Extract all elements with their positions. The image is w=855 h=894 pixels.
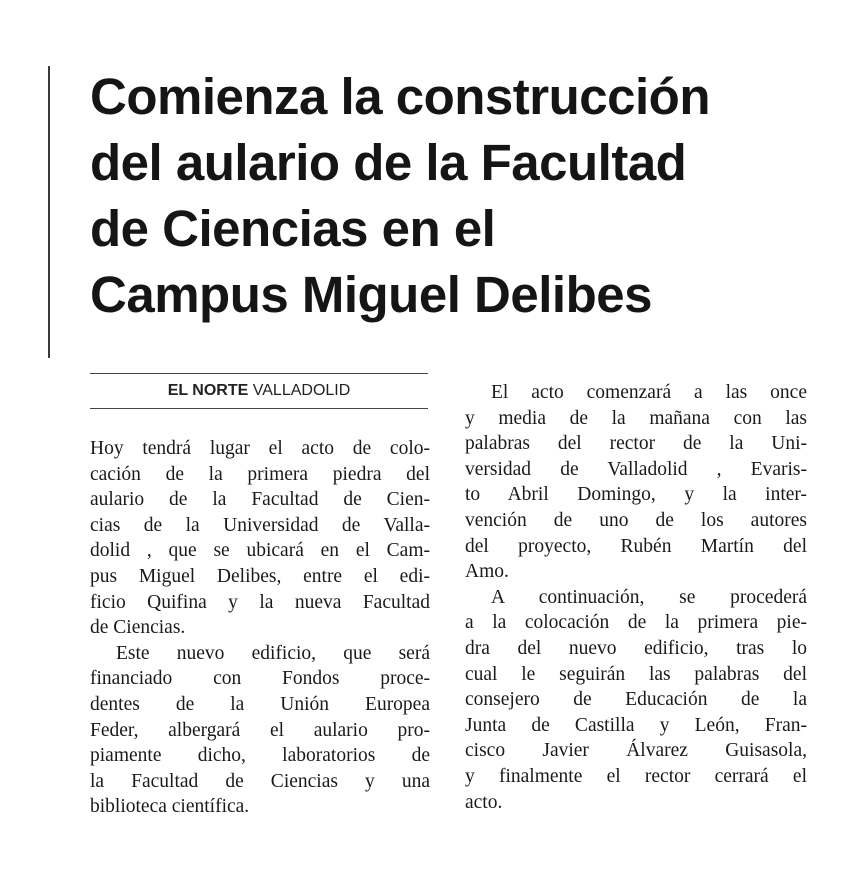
- text-line: Junta de Castilla y León, Fran-: [465, 714, 807, 736]
- headline: [90, 64, 830, 328]
- text-line: palabras del rector de la Uni-: [465, 433, 807, 455]
- text-line: Hoy tendrá lugar el acto de colo-: [90, 438, 430, 459]
- headline-line: Campus Miguel Delibes: [90, 266, 652, 323]
- byline-location: VALLADOLID: [252, 382, 351, 399]
- text-line: biblioteca científica.: [90, 796, 250, 818]
- text-line: dolid , que se ubicará en el Cam-: [90, 540, 430, 562]
- article-column-left: [90, 436, 430, 820]
- text-line: Amo.: [465, 561, 509, 583]
- text-line: a la colocación de la primera pie-: [465, 612, 807, 634]
- text-line: y finalmente el rector cerrará el: [465, 765, 807, 787]
- text-line: acto.: [465, 791, 503, 813]
- byline: [90, 373, 428, 409]
- text-line: vención de uno de los autores: [465, 509, 807, 531]
- headline-line: del aulario de la Facultad: [90, 134, 687, 191]
- text-line: consejero de Educación de la: [465, 689, 807, 711]
- text-line: cual le seguirán las palabras del: [465, 663, 807, 685]
- text-line: ficio Quifina y la nueva Facultad: [90, 591, 430, 613]
- text-line: y media de la mañana con las: [465, 407, 807, 429]
- text-line: la Facultad de Ciencias y una: [90, 770, 430, 792]
- text-line: pus Miguel Delibes, entre el edi-: [90, 565, 430, 587]
- text-line: Feder, albergará el aulario pro-: [90, 719, 430, 741]
- text-line: del proyecto, Rubén Martín del: [465, 535, 807, 557]
- text-line: El acto comenzará a las once: [491, 382, 807, 403]
- text-line: dra del nuevo edificio, tras lo: [465, 637, 807, 659]
- article-column-right: [465, 380, 807, 815]
- text-line: financiado con Fondos proce-: [90, 668, 430, 690]
- text-line: A continuación, se procederá: [491, 586, 807, 608]
- text-line: piamente dicho, laboratorios de: [90, 745, 430, 767]
- headline-line: de Ciencias en el: [90, 200, 496, 257]
- byline-publication: EL NORTE: [167, 382, 249, 399]
- text-line: cación de la primera piedra del: [90, 463, 430, 485]
- text-line: cias de la Universidad de Valla-: [90, 514, 430, 536]
- headline-line: Comienza la construcción: [90, 68, 710, 125]
- text-line: Este nuevo edificio, que será: [116, 642, 430, 664]
- text-line: de Ciencias.: [90, 617, 186, 639]
- text-line: aulario de la Facultad de Cien-: [90, 489, 430, 511]
- margin-rule: [48, 66, 50, 358]
- text-line: dentes de la Unión Europea: [90, 693, 430, 715]
- text-line: to Abril Domingo, y la inter-: [465, 484, 807, 506]
- text-line: cisco Javier Álvarez Guisasola,: [465, 740, 807, 762]
- text-line: versidad de Valladolid , Evaris-: [465, 458, 807, 480]
